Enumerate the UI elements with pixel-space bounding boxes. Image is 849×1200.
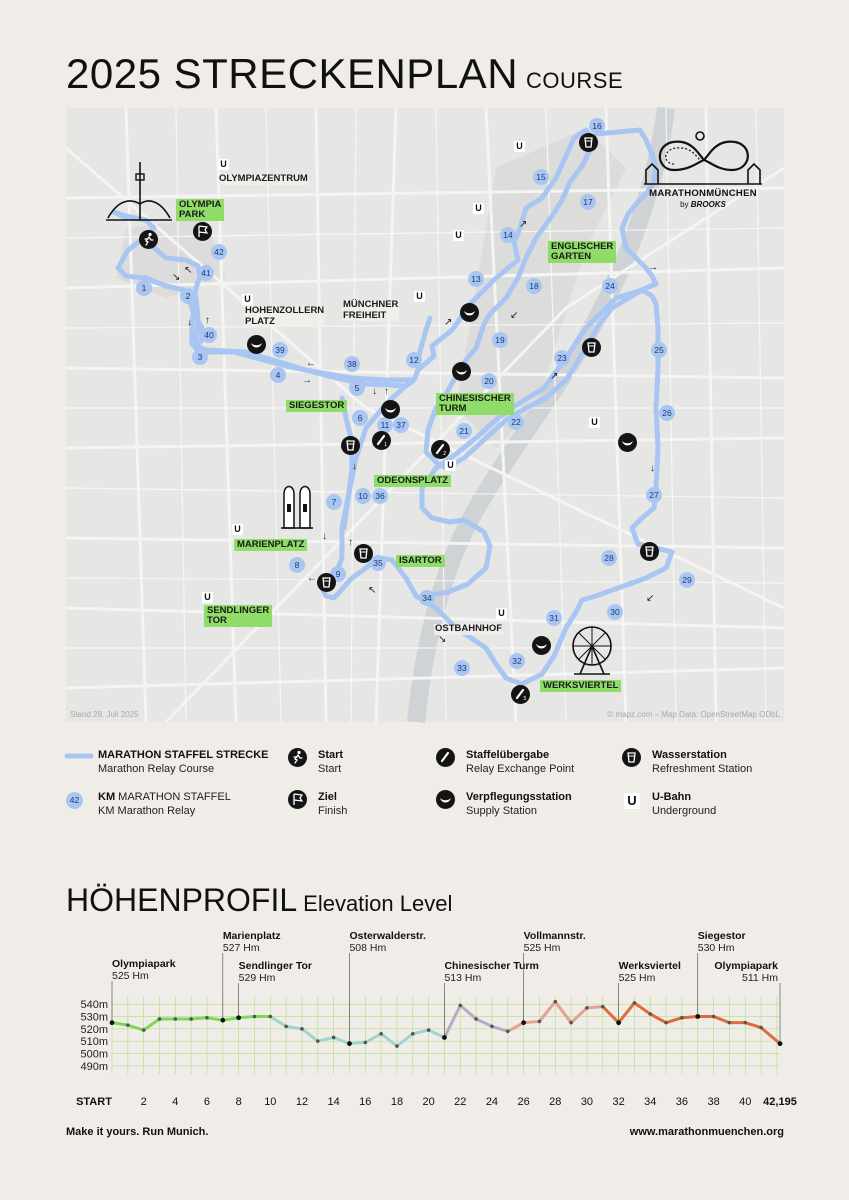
cup-icon[interactable]: [640, 542, 659, 561]
profile-point: [474, 1017, 478, 1021]
km-marker-1[interactable]: 1: [136, 280, 152, 296]
x-tick-label: 8: [235, 1096, 242, 1108]
cup-icon[interactable]: [317, 573, 336, 592]
x-tick-label: 34: [644, 1096, 657, 1108]
x-tick-label: 4: [172, 1096, 179, 1108]
u-bahn-icon: U: [514, 141, 525, 152]
relay-baton-icon[interactable]: [431, 440, 450, 459]
profile-segment: [207, 1018, 223, 1020]
legend-subtitle: Relay Exchange Point: [466, 763, 575, 775]
km-marker-31[interactable]: 31: [546, 610, 562, 626]
profile-segment: [571, 1008, 587, 1023]
u-bahn-icon: U: [202, 592, 213, 603]
profile-point: [759, 1026, 763, 1030]
legend-item-supply: [436, 790, 606, 822]
svg-text:1: 1: [384, 442, 388, 448]
km-marker-39[interactable]: 39: [272, 342, 288, 358]
u-bahn-icon: U: [218, 159, 229, 170]
km-marker-3[interactable]: 3: [192, 349, 208, 365]
legend-item-relay: [436, 748, 596, 780]
x-tick-label: 2: [140, 1096, 147, 1108]
place-label-muenchner-freiheit: MÜNCHNER FREIHEIT: [343, 299, 399, 321]
direction-arrow-icon: ↙: [510, 310, 519, 321]
legend-subtitle: Supply Station: [466, 805, 537, 817]
direction-arrow-icon: ↗: [444, 317, 453, 328]
legend-title: Verpflegungsstation: [466, 791, 572, 803]
banana-icon[interactable]: [460, 303, 479, 322]
annotation-name: Osterwalderstr.: [349, 930, 426, 942]
km-marker-22[interactable]: 22: [508, 414, 524, 430]
legend-subtitle: KM Marathon Relay: [98, 805, 196, 817]
annotation-height: 513 Hm: [444, 972, 482, 984]
profile-segment: [634, 1003, 650, 1014]
annotation-point: [110, 1020, 115, 1025]
km-marker-30[interactable]: 30: [607, 604, 623, 620]
km-marker-5[interactable]: 5: [349, 380, 365, 396]
y-tick-label: 490m: [80, 1060, 108, 1073]
elevation-title-main: HÖHENPROFIL: [66, 882, 298, 918]
profile-point: [427, 1028, 431, 1032]
km-marker-14[interactable]: 14: [500, 227, 516, 243]
relay-baton-icon[interactable]: [511, 685, 530, 704]
map-legend: [66, 748, 784, 828]
logo-mark: [644, 130, 762, 186]
title-main: 2025 STRECKENPLAN: [66, 50, 519, 97]
legend-subtitle: Underground: [652, 805, 717, 817]
flag-icon[interactable]: [193, 222, 212, 241]
direction-arrow-icon: →: [302, 375, 312, 386]
runner-icon[interactable]: [139, 230, 158, 249]
km-marker-33[interactable]: 33: [454, 660, 470, 676]
profile-segment: [286, 1026, 302, 1028]
profile-point: [205, 1016, 209, 1020]
profile-point: [553, 1000, 557, 1004]
km-marker-25[interactable]: 25: [651, 342, 667, 358]
profile-segment: [334, 1037, 350, 1043]
annotation-name: Siegestor: [697, 930, 746, 942]
y-tick-label: 500m: [80, 1048, 108, 1061]
profile-segment: [508, 1023, 524, 1032]
map-stand-date: Stand 28. Juli 2025: [70, 710, 139, 719]
profile-point: [126, 1023, 130, 1027]
elevation-title: [66, 882, 452, 919]
profile-point: [395, 1044, 399, 1048]
x-tick-label: 12: [295, 1096, 309, 1108]
km-marker-15[interactable]: 15: [533, 169, 549, 185]
logo-byline: [644, 200, 762, 209]
profile-segment: [191, 1018, 207, 1019]
marathon-munich-logo: [644, 130, 762, 210]
x-tick-label: 18: [390, 1096, 404, 1108]
profile-segment: [128, 1025, 144, 1030]
profile-segment: [112, 1023, 128, 1025]
cup-icon[interactable]: [354, 544, 373, 563]
km-marker-18[interactable]: 18: [526, 278, 542, 294]
direction-arrow-icon: ↖: [368, 585, 377, 596]
course-map[interactable]: [66, 108, 784, 722]
route-line-icon: [66, 751, 92, 761]
profile-point: [601, 1005, 605, 1009]
place-label-ostbahnhof: OSTBAHNHOF: [435, 623, 503, 634]
svg-text:2: 2: [443, 451, 447, 457]
direction-arrow-icon: ↑: [384, 386, 389, 397]
km-marker-7[interactable]: 7: [326, 494, 342, 510]
annotation-point: [695, 1014, 700, 1019]
banana-icon[interactable]: [381, 400, 400, 419]
profile-point: [538, 1020, 542, 1024]
u-bahn-icon: U: [445, 460, 456, 471]
profile-point: [648, 1012, 652, 1016]
place-label-olympiazentrum: OLYMPIAZENTRUM: [219, 173, 308, 184]
cup-icon[interactable]: [579, 133, 598, 152]
km-marker-42[interactable]: 42: [211, 244, 227, 260]
profile-segment: [270, 1017, 286, 1027]
km-marker-19[interactable]: 19: [492, 332, 508, 348]
legend-title: U-Bahn: [652, 791, 692, 803]
direction-arrow-icon: ↑: [205, 315, 210, 326]
x-tick-label: 42,195: [763, 1096, 797, 1108]
legend-title: KM: [98, 791, 116, 803]
profile-point: [506, 1030, 510, 1034]
km-marker-10[interactable]: 10: [355, 488, 371, 504]
frauenkirche-illustration: [280, 480, 314, 530]
annotation-point: [236, 1015, 241, 1020]
y-tick-label: 510m: [80, 1036, 108, 1049]
legend-item-km: [66, 790, 286, 822]
profile-segment: [318, 1037, 334, 1041]
km-marker-29[interactable]: 29: [679, 572, 695, 588]
annotation-point: [220, 1018, 225, 1023]
svg-text:3: 3: [523, 696, 527, 702]
x-tick-label: START: [76, 1096, 112, 1108]
km-marker-11[interactable]: 11: [377, 417, 393, 433]
direction-arrow-icon: ↓: [322, 531, 327, 542]
ferris-wheel-illustration: [566, 624, 618, 676]
annotation-name: Werksviertel: [618, 960, 681, 972]
x-tick-label: 6: [203, 1096, 211, 1108]
km-marker-12[interactable]: 12: [406, 352, 422, 368]
profile-segment: [714, 1017, 730, 1023]
profile-segment: [413, 1030, 429, 1034]
station-label-marienplatz[interactable]: MARIENPLATZ: [234, 539, 307, 551]
direction-arrow-icon: ↖: [184, 265, 193, 276]
profile-point: [316, 1039, 320, 1043]
profile-point: [712, 1015, 716, 1019]
km-marker-24[interactable]: 24: [602, 278, 618, 294]
annotation-height: 529 Hm: [238, 972, 276, 984]
direction-arrow-icon: ↗: [519, 219, 528, 230]
title-subtitle: COURSE: [526, 68, 624, 93]
legend-item-start: [288, 748, 428, 780]
annotation-name: Olympiapark: [112, 958, 176, 970]
km-marker-38[interactable]: 38: [344, 356, 360, 372]
profile-segment: [381, 1034, 397, 1046]
annotation-height: 525 Hm: [618, 972, 656, 984]
direction-arrow-icon: ↘: [438, 634, 447, 645]
annotation-point: [778, 1041, 783, 1046]
profile-point: [680, 1016, 684, 1020]
annotation-name: Chinesischer Turm: [444, 960, 539, 972]
banana-icon[interactable]: [452, 362, 471, 381]
profile-segment: [144, 1019, 160, 1030]
annotation-point: [521, 1020, 526, 1025]
km-marker-40[interactable]: 40: [201, 327, 217, 343]
y-tick-label: 530m: [80, 1011, 108, 1024]
station-label-odeonsplatz[interactable]: ODEONSPLATZ: [374, 475, 451, 487]
profile-point: [364, 1041, 368, 1045]
banana-icon: [436, 790, 455, 809]
station-label-siegestor[interactable]: SIEGESTOR: [286, 400, 347, 412]
legend-subtitle: Marathon Relay Course: [98, 763, 215, 775]
x-tick-label: 20: [422, 1096, 435, 1108]
x-tick-label: 16: [359, 1096, 372, 1108]
km-marker-36[interactable]: 36: [372, 488, 388, 504]
u-bahn-icon: U: [232, 524, 243, 535]
u-bahn-icon: U: [242, 294, 253, 305]
direction-arrow-icon: ↑: [348, 537, 353, 548]
place-label-hohenzollernplatz: HOHENZOLLERN PLATZ: [245, 305, 325, 327]
km-marker-8[interactable]: 8: [289, 557, 305, 573]
annotation-height: 508 Hm: [349, 942, 387, 954]
km-marker-34[interactable]: 34: [419, 590, 435, 606]
cup-icon[interactable]: [582, 338, 601, 357]
annotation-height: 530 Hm: [697, 942, 735, 954]
logo-sponsor: BROOKS: [690, 200, 726, 209]
station-label-chinesischer-turm[interactable]: CHINESISCHER TURM: [436, 393, 514, 415]
direction-arrow-icon: ↙: [646, 593, 655, 604]
profile-point: [189, 1017, 193, 1021]
profile-segment: [460, 1005, 476, 1019]
km-marker-26[interactable]: 26: [659, 405, 675, 421]
profile-segment: [603, 1007, 619, 1023]
cup-icon[interactable]: [341, 436, 360, 455]
banana-icon[interactable]: [247, 335, 266, 354]
relay-baton-icon[interactable]: [372, 431, 391, 450]
annotation-height: 511 Hm: [742, 972, 778, 984]
x-tick-label: 30: [580, 1096, 594, 1108]
legend-item-finish: [288, 790, 428, 822]
km-marker-9[interactable]: 9: [330, 566, 346, 582]
km-marker-20[interactable]: 20: [481, 373, 497, 389]
km-marker-35[interactable]: 35: [370, 555, 386, 571]
profile-point: [284, 1025, 288, 1029]
profile-point: [269, 1015, 273, 1019]
km-marker-28[interactable]: 28: [601, 550, 617, 566]
direction-arrow-icon: ↓: [372, 386, 377, 397]
x-tick-label: 28: [549, 1096, 562, 1108]
profile-segment: [650, 1014, 666, 1023]
annotation-name: Sendlinger Tor: [238, 960, 312, 972]
u-bahn-icon: U: [496, 608, 507, 619]
legend-subtitle: Finish: [318, 805, 348, 817]
km-marker-37[interactable]: 37: [393, 417, 409, 433]
logo-by: by: [680, 200, 689, 209]
legend-title: Start: [318, 749, 344, 761]
annotation-height: 525 Hm: [523, 942, 561, 954]
x-tick-label: 32: [612, 1096, 625, 1108]
legend-title: Staffelübergabe: [466, 749, 550, 761]
station-label-sendlinger-tor[interactable]: SENDLINGER TOR: [204, 605, 272, 627]
olympic-tower-illustration: [104, 160, 174, 230]
annotation-height: 525 Hm: [112, 970, 149, 982]
x-tick-label: 40: [739, 1096, 752, 1108]
km-marker-4[interactable]: 4: [270, 367, 286, 383]
profile-point: [585, 1006, 589, 1010]
profile-point: [458, 1004, 462, 1008]
u-bahn-icon: U: [624, 793, 640, 809]
profile-segment: [745, 1023, 761, 1028]
km-marker-2[interactable]: 2: [180, 288, 196, 304]
profile-point: [253, 1015, 257, 1019]
profile-point: [379, 1032, 383, 1036]
legend-item-course: [66, 748, 306, 780]
profile-point: [664, 1021, 668, 1025]
profile-point: [332, 1036, 336, 1040]
profile-segment: [444, 1005, 460, 1037]
profile-segment: [666, 1018, 682, 1023]
profile-point: [300, 1027, 304, 1031]
profile-segment: [555, 1002, 571, 1023]
annotation-point: [616, 1020, 621, 1025]
banana-icon[interactable]: [618, 433, 637, 452]
page-title: [66, 50, 623, 98]
station-label-werksviertel[interactable]: WERKSVIERTEL: [540, 680, 621, 692]
km-marker-32[interactable]: 32: [509, 653, 525, 669]
u-bahn-icon: U: [473, 203, 484, 214]
km-marker-6[interactable]: 6: [352, 410, 368, 426]
station-label-olympiapark[interactable]: OLYMPIA PARK: [176, 199, 224, 221]
footer-url[interactable]: www.marathonmuenchen.org: [629, 1126, 784, 1138]
profile-point: [158, 1017, 162, 1021]
elevation-chart[interactable]: [60, 925, 797, 1115]
legend-subtitle: Refreshment Station: [652, 763, 753, 775]
profile-point: [490, 1025, 494, 1029]
x-tick-label: 38: [707, 1096, 720, 1108]
km-marker-27[interactable]: 27: [646, 487, 662, 503]
profile-segment: [476, 1019, 492, 1026]
profile-point: [569, 1021, 573, 1025]
annotation-name: Vollmannstr.: [523, 930, 586, 942]
direction-arrow-icon: ↓: [187, 317, 192, 328]
relay-baton-icon: [436, 748, 455, 767]
x-tick-label: 14: [327, 1096, 340, 1108]
profile-point: [174, 1017, 178, 1021]
km-marker-13[interactable]: 13: [468, 271, 484, 287]
x-tick-label: 22: [454, 1096, 467, 1108]
cup-icon: [622, 748, 641, 767]
direction-arrow-icon: ←: [307, 573, 317, 584]
direction-arrow-icon: ↘: [172, 272, 181, 283]
direction-arrow-icon: ↗: [550, 371, 559, 382]
annotation-point: [442, 1035, 447, 1040]
runner-icon: [288, 748, 307, 767]
direction-arrow-icon: ←: [306, 358, 316, 369]
map-copyright: © mapz.com – Map Data: OpenStreetMap ODbL: [607, 710, 780, 719]
annotation-height: 527 Hm: [222, 942, 260, 954]
legend-item-ubahn: [622, 790, 782, 822]
y-tick-label: 520m: [80, 1023, 108, 1036]
footer-slogan: Make it yours. Run Munich.: [66, 1126, 209, 1138]
km-badge-icon: 42: [66, 792, 83, 809]
flag-icon: [288, 790, 307, 809]
banana-icon[interactable]: [532, 636, 551, 655]
profile-point: [728, 1021, 732, 1025]
legend-title: MARATHON STAFFEL STRECKE: [98, 749, 269, 761]
direction-arrow-icon: →: [648, 262, 658, 273]
profile-segment: [619, 1003, 635, 1023]
u-bahn-icon: U: [589, 417, 600, 428]
annotation-point: [347, 1041, 352, 1046]
annotation-name: Olympiapark: [714, 960, 778, 972]
station-label-isartor[interactable]: ISARTOR: [396, 555, 445, 567]
km-marker-16[interactable]: 16: [589, 118, 605, 134]
profile-segment: [302, 1029, 318, 1041]
profile-point: [142, 1028, 146, 1032]
annotation-name: Marienplatz: [222, 930, 281, 942]
legend-item-water: [622, 748, 782, 780]
legend-title-rest: MARATHON STAFFEL: [115, 791, 231, 803]
profile-point: [411, 1032, 415, 1036]
profile-segment: [429, 1030, 445, 1037]
profile-segment: [223, 1018, 239, 1020]
x-tick-label: 26: [517, 1096, 530, 1108]
u-bahn-icon: U: [453, 230, 464, 241]
km-marker-41[interactable]: 41: [198, 265, 214, 281]
x-tick-label: 36: [675, 1096, 689, 1108]
km-marker-23[interactable]: 23: [554, 350, 570, 366]
logo-wordmark: MARATHONMÜNCHEN: [649, 188, 757, 199]
direction-arrow-icon: ↓: [650, 463, 655, 474]
u-bahn-icon: U: [414, 291, 425, 302]
profile-segment: [397, 1034, 413, 1046]
profile-point: [633, 1001, 637, 1005]
profile-segment: [587, 1007, 603, 1008]
elevation-subtitle: Elevation Level: [303, 891, 453, 916]
direction-arrow-icon: ↓: [352, 461, 357, 472]
profile-segment: [539, 1002, 555, 1022]
profile-point: [743, 1021, 747, 1025]
km-marker-21[interactable]: 21: [456, 423, 472, 439]
legend-subtitle: Start: [318, 763, 342, 775]
x-tick-label: 10: [264, 1096, 277, 1108]
legend-title: Ziel: [318, 791, 337, 803]
km-marker-17[interactable]: 17: [580, 194, 596, 210]
station-label-englischer-garten[interactable]: ENGLISCHER GARTEN: [548, 241, 616, 263]
legend-title: Wasserstation: [652, 749, 727, 761]
y-tick-label: 540m: [80, 999, 108, 1012]
x-tick-label: 24: [485, 1096, 499, 1108]
